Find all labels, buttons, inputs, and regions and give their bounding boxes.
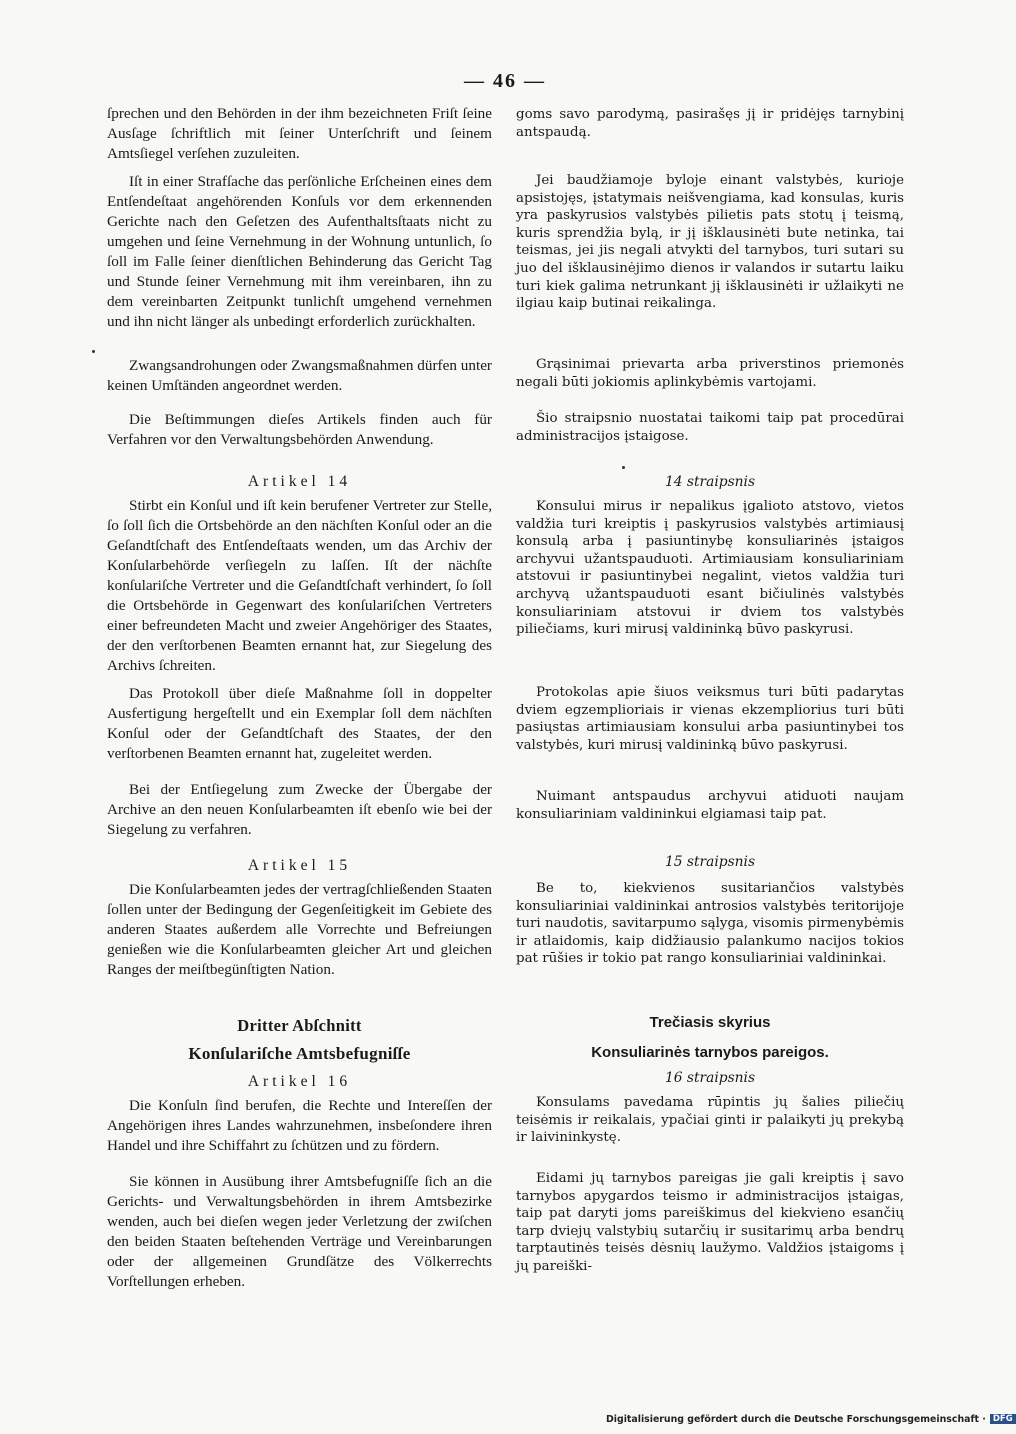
german-paragraph-2: Iſt in einer Strafſache das perſönliche Erſcheinen eines dem Entſendeſtaat angehörenden Konſuls vor dem erkennenden Gerichte nach den Geſetzen des Aufenthaltsſtaats nicht zu umgehen und ſeine Vernehmung in der Wohnung untunlich, ſo ſoll im Falle ſeiner dienſtlichen Behinderung das Gericht Tag und Stunde ſeiner Vernehmung mit ihm vereinbaren, ihn zu dem vereinbarten Zeitpunkt tunlichſt umgehend vernehmen und ihn nicht länger als unbedingt erforderlich zurückhalten. xyxy=(107,173,492,330)
lithuanian-article-16-heading: 16 straipsnis xyxy=(664,1070,756,1086)
lithuanian-section-subtitle: Konsuliarinės tarnybos pareigos. xyxy=(591,1044,829,1061)
german-section-subtitle: Konſulariſche Amtsbefugniſſe xyxy=(188,1044,411,1063)
lithuanian-paragraph-6: Protokolas apie šiuos veiksmus turi būti padarytas dviem egzemplioriais ir vienas ekzempliorius turi būti pasiųstas artimiausiam konsului arba pasiuntinybei tos valstybės, kuri mirusį valdininką būvo paskyrusi. xyxy=(516,685,904,753)
german-article-16-heading: Artikel 16 xyxy=(247,1073,352,1090)
german-section-title: Dritter Abſchnitt xyxy=(237,1016,362,1035)
lithuanian-article-14-heading: 14 straipsnis xyxy=(664,474,756,490)
lithuanian-paragraph-8: Be to, kiekvienos susitariančios valstybės konsuliariniai valdininkai antrosios valstybės teritorijoje turi naudotis, savitarpumo sąlyga, visomis pirmenybėmis ir atlaidomis, kaip didžiausio palankumo nacijos tokios pat rūšies ir tokio pat rango konsuliariniai valdininkai. xyxy=(516,881,904,967)
page-number: — 46 — xyxy=(464,70,546,92)
german-paragraph-9: Die Konſuln ſind berufen, die Rechte und Intereſſen der Angehörigen ihres Landes wahrzunehmen, insbeſondere ihren Handel und ihre Schiffahrt zu ſchützen und zu fördern. xyxy=(107,1097,492,1154)
german-paragraph-1: ſprechen und den Behörden in der ihm bezeichneten Friſt ſeine Ausſage ſchriftlich mit ſeiner Unterſchrift und ſeinem Amtsſiegel verſehen zuzuleiten. xyxy=(107,105,492,162)
lithuanian-paragraph-1: goms savo parodymą, pasirašęs jį ir pridėjęs tarnybinį antspaudą. xyxy=(516,107,904,140)
footer-text: Digitalisierung gefördert durch die Deutsche Forschungsgemeinschaft · xyxy=(606,1414,986,1425)
lithuanian-paragraph-4: Šio straipsnio nuostatai taikomi taip pat procedūrai administracijos įstaigose. xyxy=(516,411,904,444)
lithuanian-paragraph-9: Konsulams pavedama rūpintis jų šalies piliečių teisėmis ir reikalais, ypačiai ginti ir palaikyti jų prekybą ir laivininkystę. xyxy=(516,1095,904,1146)
german-paragraph-3: Zwangsandrohungen oder Zwangsmaßnahmen dürfen unter keinen Umſtänden angeordnet werden. xyxy=(107,357,492,394)
lithuanian-paragraph-10: Eidami jų tarnybos pareigas jie gali kreiptis į savo tarnybos apygardos teismo ir administracijos įstaigas, taip pat daryti joms pareiškimus del kiekvieno esančių tarp dviejų valstybių sutarčių ir susitarimų arba bendrų tarptautinės teisės dėsnių laužymo. Valdžios įstaigoms į jų pareiški- xyxy=(516,1171,904,1274)
german-paragraph-6: Das Protokoll über dieſe Maßnahme ſoll in doppelter Ausfertigung hergeſtellt und ein Exemplar ſoll dem nächſten Konſul oder der Geſandtſchaft des Staates, der den verſtorbenen Beamten ernannt hat, zugeleitet werden. xyxy=(107,685,492,762)
lithuanian-section-title: Trečiasis skyrius xyxy=(649,1014,771,1031)
german-paragraph-4: Die Beſtimmungen dieſes Artikels finden auch für Verfahren vor den Verwaltungsbehörden Anwendung. xyxy=(107,411,492,448)
lithuanian-paragraph-7: Nuimant antspaudus archyvui atiduoti naujam konsuliariniam valdininkui elgiamasi taip pat. xyxy=(516,789,904,822)
german-paragraph-7: Bei der Entſiegelung zum Zwecke der Übergabe der Archive an den neuen Konſularbeamten iſt ebenſo wie bei der Siegelung zu verfahren. xyxy=(107,781,492,838)
german-paragraph-8: Die Konſularbeamten jedes der vertragſchließenden Staaten ſollen unter der Bedingung der Gegenſeitigkeit im Gebiete des anderen Staates außerdem alle Vorrechte und Befreiungen genießen wie die Konſularbeamten gleicher Art und gleichen Ranges der meiſtbegünſtigten Nation. xyxy=(107,881,492,978)
lithuanian-paragraph-3: Grąsinimai prievarta arba priverstinos priemonės negali būti jokiomis aplinkybėmis vartojami. xyxy=(516,357,904,390)
german-article-15-heading: Artikel 15 xyxy=(247,857,352,874)
lithuanian-paragraph-5: Konsului mirus ir nepalikus įgalioto atstovo, vietos valdžia turi kreiptis į paskyrusios valstybės artimiausį konsulą arba į pasiuntinybę konsuliarinės įstaigos archyvui užantspauduoti. Artimiausiam konsuliariniam atstovui ir pasiuntinybei negalint, vietos valdžia turi archyvą užantspauduoti esant bičiulinės valstybės konsuliariniam atstovui ir dviem tos valstybės piliečiams, kuri mirusį valdininką būvo paskyrusi. xyxy=(516,499,904,638)
margin-mark xyxy=(92,350,95,353)
dfg-logo-icon: DFG xyxy=(990,1414,1016,1424)
german-paragraph-5: Stirbt ein Konſul und iſt kein berufener Vertreter zur Stelle, ſo ſoll ſich die Ortsbehörde an den nächſten Konſul oder an die Geſandtſchaft des Entſendeſtaats wenden, um das Archiv der Konſularbehörde verſiegeln zu laſſen. Iſt der nächſte konſulariſche Vertreter und die Geſandtſchaft verhindert, ſo ſoll die Ortsbehörde in Gegenwart des konſulariſchen Vertreters einer befreundeten Macht und zweier Angehöriger des Staates, der den verſtorbenen Beamten ernannt hat, zur Siegelung des Archivs ſchreiten. xyxy=(107,497,492,674)
footer xyxy=(606,1414,1016,1425)
margin-mark xyxy=(622,466,625,469)
lithuanian-paragraph-2: Jei baudžiamoje byloje einant valstybės, kurioje apsistojęs, įstatymais neišvengiama, kad konsulas, kuris yra paskyrusios valstybės pilietis pats stotų į teismą, kuris sprendžia bylą, ir jį išklausinėti bute netinka, tai teismas, jei jis negali atvykti del tarnybos, turi sutari su juo del išklausinėjimo dienos ir valandos ir sutartu laiku turi kiek galima netrunkant jį išklausinėti ir užlaikyti ne ilgiau kaip butinai reikalinga. xyxy=(516,173,904,312)
lithuanian-article-15-heading: 15 straipsnis xyxy=(664,854,756,870)
german-article-14-heading: Artikel 14 xyxy=(247,473,352,490)
german-paragraph-10: Sie können in Ausübung ihrer Amtsbefugniſſe ſich an die Gerichts- und Verwaltungsbehörden in ihrem Amtsbezirke wenden, auch bei dieſen wegen jeder Verletzung der zwiſchen den beiden Staaten beſtehenden Verträge und Vereinbarungen oder der allgemeinen Grundſätze des Völkerrechts Vorſtellungen erheben. xyxy=(107,1173,492,1290)
